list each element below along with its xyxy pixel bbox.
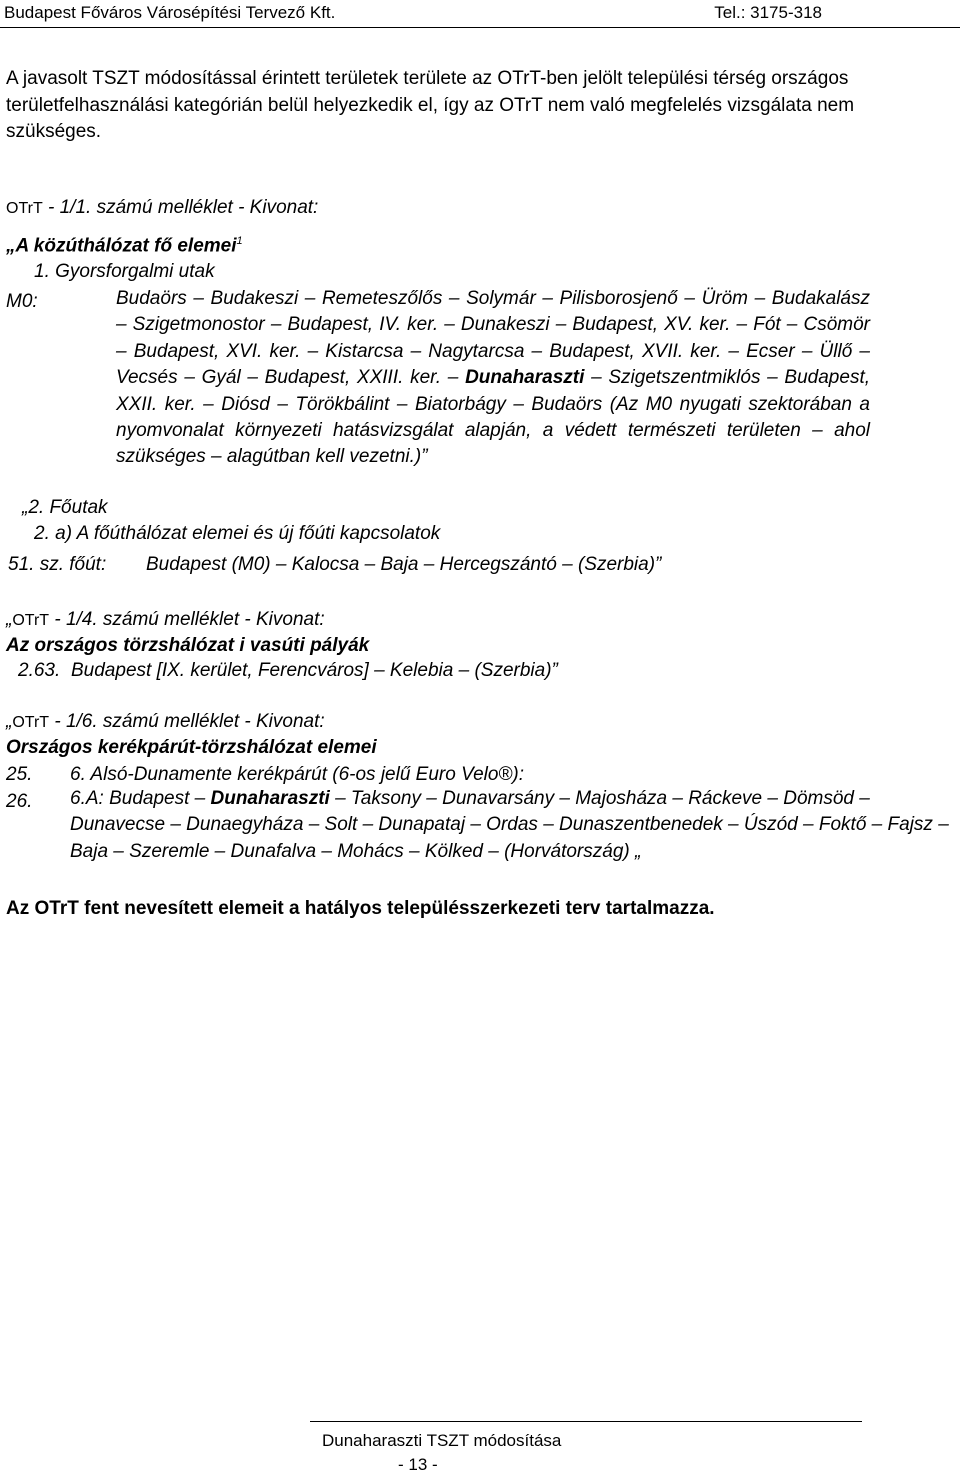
header-company: Budapest Főváros Városépítési Tervező Kft. bbox=[4, 3, 336, 22]
annex-1-4-heading bbox=[6, 610, 325, 629]
main-roads-subheading: 2. a) A főúthálózat elemei és új főúti kapcsolatok bbox=[34, 523, 441, 544]
road-51-label: 51. sz. főút: bbox=[8, 554, 107, 575]
open-quote: „ bbox=[6, 609, 13, 630]
cycle-route-26-bold: Dunaharaszti bbox=[210, 788, 330, 809]
footer-doc-title: Dunaharaszti TSZT módosítása bbox=[322, 1431, 562, 1450]
otrt-label: OTrT bbox=[12, 714, 50, 731]
expressways-heading: 1. Gyorsforgalmi utak bbox=[34, 261, 215, 282]
header-phone: Tel.: 3175-318 bbox=[714, 3, 822, 22]
main-roads-heading: „2. Főutak bbox=[22, 497, 108, 518]
m0-route-text-2: – Szigetszentmiklós – Budapest, XXII. ker. – Diósd – Törökbálint – Biatorbágy – Budaörs (Az M0 nyugati szektorában a nyomvonalat környezeti hatásvizsgálat alapján, a védett természeti területen – ahol szükséges – alagútban kell vezetni.)” bbox=[116, 367, 870, 468]
m0-route bbox=[116, 286, 870, 471]
m0-route-text: Budaörs – Budakeszi – Remeteszőlős – Solymár – Pilisborosjenő – Üröm – Budakalász – Szigetmonostor – Budapest, IV. ker. – Dunakeszi – Budapest, XV. ker. – Fót – Csömör – Budapest, XVI. ker. – Kistarcsa – Nagytarcsa – Budapest, XVII. ker. – Ecser – Üllő – Vecsés – Gyál – Budapest, XXIII. ker. – bbox=[116, 288, 870, 389]
annex-label: - 1/6. számú melléklet - Kivonat: bbox=[49, 711, 325, 732]
intro-paragraph: A javasolt TSZT módosítással érintett területek területe az OTrT-ben jelölt települési térség országos területfelhasználási kategórián belül helyezkedik el, így az OTrT nem való megfelelés vizsgálata nem szükséges. bbox=[6, 68, 855, 142]
bicycle-network-title: Országos kerékpárút-törzshálózat elemei bbox=[6, 737, 377, 758]
footer-rule bbox=[310, 1421, 862, 1422]
road-network-title bbox=[6, 236, 243, 255]
road-51-route: Budapest (M0) – Kalocsa – Baja – Hercegszántó – (Szerbia)” bbox=[146, 554, 662, 575]
road-network-title-text: „A közúthálózat fő elemei bbox=[6, 235, 237, 257]
m0-route-bold: Dunaharaszti bbox=[465, 367, 585, 389]
otrt-label: OTrT bbox=[12, 612, 50, 629]
conclusion: Az OTrT fent nevesített elemeit a hatályos településszerkezeti terv tartalmazza. bbox=[6, 898, 715, 919]
annex-label: - 1/4. számú melléklet - Kivonat: bbox=[49, 609, 325, 630]
m0-label: M0: bbox=[6, 291, 38, 312]
header-rule bbox=[0, 27, 960, 28]
footnote-ref: 1 bbox=[236, 235, 243, 247]
otrt-label: OTrT bbox=[6, 200, 43, 217]
cycle-route-26-number: 26. bbox=[6, 791, 33, 812]
railway-title: Az országos törzshálózat i vasúti pályák bbox=[6, 635, 370, 656]
page-number: - 13 - bbox=[398, 1455, 438, 1474]
annex-label: - 1/1. számú melléklet - Kivonat: bbox=[42, 197, 319, 218]
cycle-route-26-part-2: – Taksony – Dunavarsány – Majosháza – Ráckeve – Dömsöd – Dunavecse – Dunaegyháza – Solt – Dunapataj – Ordas – Dunaszentbenedek – Úszód – Foktő – Fajsz – Baja – Szeremle – Dunafalva – Mohács – Kölked – (Horvátország) „ bbox=[70, 788, 949, 862]
cycle-route-25-text: 6. Alsó-Dunamente kerékpárút (6-os jelű Euro Velo®): bbox=[70, 764, 525, 785]
cycle-route-26-part-1: 6.A: Budapest – bbox=[70, 788, 211, 809]
annex-1-1-heading bbox=[6, 198, 318, 217]
open-quote: „ bbox=[6, 711, 13, 732]
annex-1-6-heading bbox=[6, 712, 325, 731]
railway-item-route: Budapest [IX. kerület, Ferencváros] – Kelebia – (Szerbia)” bbox=[71, 660, 558, 681]
cycle-route-25-number: 25. bbox=[6, 764, 33, 785]
cycle-route-26-text bbox=[70, 786, 960, 865]
railway-item-number: 2.63. bbox=[18, 660, 61, 681]
